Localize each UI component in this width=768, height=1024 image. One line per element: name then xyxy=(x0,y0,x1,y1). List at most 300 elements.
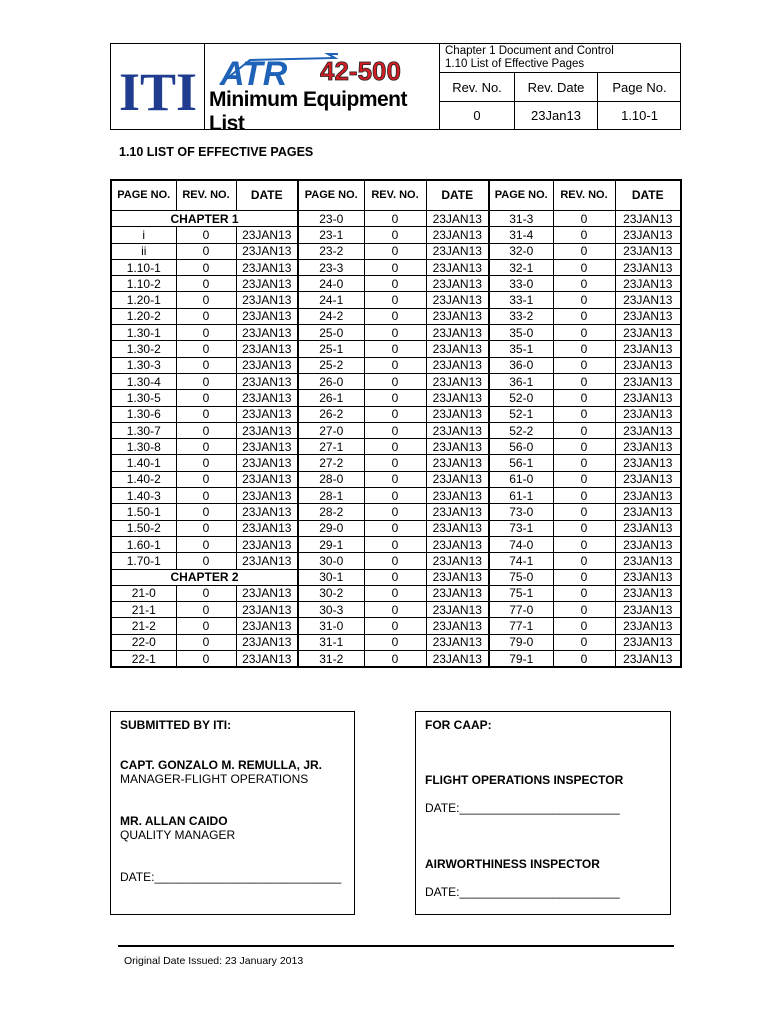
page-no-cell: 28-1 xyxy=(298,488,364,504)
page-no-cell: 1.30-4 xyxy=(111,373,176,389)
date-cell: 23JAN13 xyxy=(426,651,489,668)
date-cell: 23JAN13 xyxy=(236,602,298,618)
page-no-cell: 30-2 xyxy=(298,585,364,601)
rev-no-cell: 0 xyxy=(364,602,426,618)
submitted-date-line: DATE:____________________________ xyxy=(120,870,342,884)
date-cell: 23JAN13 xyxy=(236,618,298,634)
rev-no-cell: 0 xyxy=(553,455,615,471)
date-cell: 23JAN13 xyxy=(426,520,489,536)
page-no-cell: 1.40-1 xyxy=(111,455,176,471)
rev-no-cell: 0 xyxy=(176,488,236,504)
effective-pages-table xyxy=(110,179,682,668)
date-cell: 23JAN13 xyxy=(236,390,298,406)
page-no-cell: 1.60-1 xyxy=(111,536,176,552)
page-no-value: 1.10-1 xyxy=(621,107,658,123)
page-no-cell: 32-0 xyxy=(489,243,553,259)
date-cell: 23JAN13 xyxy=(615,471,681,487)
page-no-cell: 1.30-6 xyxy=(111,406,176,422)
date-cell: 23JAN13 xyxy=(236,553,298,569)
page-no-cell: 1.40-2 xyxy=(111,471,176,487)
date-cell: 23JAN13 xyxy=(615,292,681,308)
rev-no-cell: 0 xyxy=(176,553,236,569)
table-row xyxy=(111,651,681,668)
page-no-cell: ii xyxy=(111,243,176,259)
rev-no-cell: 0 xyxy=(176,536,236,552)
date-cell: 23JAN13 xyxy=(615,259,681,275)
date-cell: 23JAN13 xyxy=(615,373,681,389)
rev-no-cell: 0 xyxy=(176,243,236,259)
table-row xyxy=(111,325,681,341)
table-row xyxy=(111,259,681,275)
rev-no-cell: 0 xyxy=(553,602,615,618)
date-cell: 23JAN13 xyxy=(615,341,681,357)
page-no-cell: 25-2 xyxy=(298,357,364,373)
rev-no-cell: 0 xyxy=(553,651,615,668)
rev-no-cell: 0 xyxy=(176,341,236,357)
chapter-label: CHAPTER 2 xyxy=(111,569,298,585)
header-date: DATE xyxy=(615,180,681,211)
page-no-cell: 31-4 xyxy=(489,227,553,243)
document-header xyxy=(110,43,681,135)
table-row xyxy=(111,373,681,389)
page-no-cell: 77-0 xyxy=(489,602,553,618)
rev-no-cell: 0 xyxy=(364,227,426,243)
rev-no-cell: 0 xyxy=(176,422,236,438)
page-no-cell: 29-1 xyxy=(298,536,364,552)
rev-no-cell: 0 xyxy=(553,325,615,341)
page-no-cell: 21-0 xyxy=(111,585,176,601)
chapter-line: Chapter 1 Document and Control xyxy=(445,45,614,57)
date-cell: 23JAN13 xyxy=(426,422,489,438)
date-cell: 23JAN13 xyxy=(615,618,681,634)
date-cell: 23JAN13 xyxy=(236,651,298,668)
date-cell: 23JAN13 xyxy=(236,341,298,357)
rev-no-cell: 0 xyxy=(553,243,615,259)
rev-no-cell: 0 xyxy=(364,634,426,650)
table-row xyxy=(111,357,681,373)
date-cell: 23JAN13 xyxy=(615,553,681,569)
page-no-cell: 30-1 xyxy=(298,569,364,585)
chapter-info xyxy=(440,44,681,73)
page-no-cell: 31-1 xyxy=(298,634,364,650)
header-page-no: PAGE NO. xyxy=(489,180,553,211)
quality-manager-name: MR. ALLAN CAIDO xyxy=(120,814,228,828)
page-no-cell: 1.30-7 xyxy=(111,422,176,438)
rev-no-cell: 0 xyxy=(364,390,426,406)
rev-no-cell: 0 xyxy=(364,308,426,324)
page-no-cell: 35-0 xyxy=(489,325,553,341)
date-cell: 23JAN13 xyxy=(615,227,681,243)
rev-no-cell: 0 xyxy=(364,488,426,504)
page-no-cell: 28-2 xyxy=(298,504,364,520)
page-no-cell: 31-2 xyxy=(298,651,364,668)
page-no-cell: 27-0 xyxy=(298,422,364,438)
rev-no-cell: 0 xyxy=(553,488,615,504)
rev-no-cell: 0 xyxy=(176,406,236,422)
rev-no-cell: 0 xyxy=(176,357,236,373)
date-cell: 23JAN13 xyxy=(236,227,298,243)
rev-no-cell: 0 xyxy=(364,276,426,292)
table-row xyxy=(111,536,681,552)
date-cell: 23JAN13 xyxy=(615,276,681,292)
rev-no-cell: 0 xyxy=(176,439,236,455)
table-row xyxy=(111,585,681,601)
rev-no-cell: 0 xyxy=(176,276,236,292)
page-no-cell: 30-3 xyxy=(298,602,364,618)
rev-no-cell: 0 xyxy=(553,373,615,389)
page-no-cell: 22-1 xyxy=(111,651,176,668)
section-title: 1.10 LIST OF EFFECTIVE PAGES xyxy=(119,145,314,159)
page-no-cell: 22-0 xyxy=(111,634,176,650)
table-row xyxy=(111,439,681,455)
rev-no-cell: 0 xyxy=(553,422,615,438)
date-cell: 23JAN13 xyxy=(615,488,681,504)
table-body xyxy=(111,211,681,668)
table-row xyxy=(111,488,681,504)
page-no-cell: 1.50-1 xyxy=(111,504,176,520)
page-no-cell: 1.10-1 xyxy=(111,259,176,275)
table-row xyxy=(111,634,681,650)
date-cell: 23JAN13 xyxy=(236,455,298,471)
page-no-cell: 77-1 xyxy=(489,618,553,634)
date-cell: 23JAN13 xyxy=(615,243,681,259)
rev-no-cell: 0 xyxy=(176,390,236,406)
rev-no-cell: 0 xyxy=(364,455,426,471)
date-cell: 23JAN13 xyxy=(426,553,489,569)
date-cell: 23JAN13 xyxy=(426,569,489,585)
rev-no-cell: 0 xyxy=(364,471,426,487)
section-line: 1.10 List of Effective Pages xyxy=(445,58,585,70)
page-no-cell: 1.10-2 xyxy=(111,276,176,292)
table-row xyxy=(111,455,681,471)
date-cell: 23JAN13 xyxy=(615,536,681,552)
footer-rule xyxy=(118,945,674,947)
date-cell: 23JAN13 xyxy=(236,536,298,552)
page-no-cell: 73-1 xyxy=(489,520,553,536)
date-cell: 23JAN13 xyxy=(615,651,681,668)
page-no-cell: 1.40-3 xyxy=(111,488,176,504)
rev-no-cell: 0 xyxy=(553,357,615,373)
page-no-cell: 26-2 xyxy=(298,406,364,422)
date-cell: 23JAN13 xyxy=(426,471,489,487)
rev-date-label: Rev. Date xyxy=(515,73,598,101)
rev-no-cell: 0 xyxy=(176,259,236,275)
atr-brand-text: ATR xyxy=(220,55,288,92)
page-no-cell: 23-3 xyxy=(298,259,364,275)
page-no-cell: 24-2 xyxy=(298,308,364,324)
page-no-cell: 30-0 xyxy=(298,553,364,569)
page-no-cell: 25-0 xyxy=(298,325,364,341)
date-cell: 23JAN13 xyxy=(426,455,489,471)
rev-no-label: Rev. No. xyxy=(440,73,515,101)
page-no-cell: 33-1 xyxy=(489,292,553,308)
date-cell: 23JAN13 xyxy=(426,211,489,227)
page-no-cell: 23-2 xyxy=(298,243,364,259)
table-row xyxy=(111,602,681,618)
date-cell: 23JAN13 xyxy=(615,455,681,471)
iti-logo-cell xyxy=(111,44,205,129)
date-cell: 23JAN13 xyxy=(615,406,681,422)
manager-name: CAPT. GONZALO M. REMULLA, JR. xyxy=(120,758,322,772)
atr-model-text: 42-500 xyxy=(320,56,401,86)
rev-no-cell: 0 xyxy=(364,325,426,341)
date-cell: 23JAN13 xyxy=(615,422,681,438)
rev-no-cell: 0 xyxy=(553,308,615,324)
rev-no-cell: 0 xyxy=(553,390,615,406)
table-row xyxy=(111,308,681,324)
page-no-cell: 35-1 xyxy=(489,341,553,357)
page-no-cell: 24-0 xyxy=(298,276,364,292)
page-no-cell: 1.70-1 xyxy=(111,553,176,569)
date-cell: 23JAN13 xyxy=(426,585,489,601)
rev-no-cell: 0 xyxy=(553,536,615,552)
table-row xyxy=(111,553,681,569)
rev-no-cell: 0 xyxy=(364,569,426,585)
date-cell: 23JAN13 xyxy=(236,243,298,259)
date-cell: 23JAN13 xyxy=(236,373,298,389)
header-rev-no: REV. NO. xyxy=(364,180,426,211)
page-no-cell: 73-0 xyxy=(489,504,553,520)
atr-logo xyxy=(210,52,435,92)
page-no-label: Page No. xyxy=(612,79,667,95)
date-cell: 23JAN13 xyxy=(236,422,298,438)
date-cell: 23JAN13 xyxy=(426,439,489,455)
revision-value-row xyxy=(440,101,681,129)
page-no-cell: 21-1 xyxy=(111,602,176,618)
rev-no-cell: 0 xyxy=(176,585,236,601)
quality-manager-title: QUALITY MANAGER xyxy=(120,828,236,842)
page-no-cell: 74-1 xyxy=(489,553,553,569)
date-cell: 23JAN13 xyxy=(615,308,681,324)
rev-no-cell: 0 xyxy=(364,618,426,634)
rev-no-cell: 0 xyxy=(364,422,426,438)
page-no-cell: 1.30-3 xyxy=(111,357,176,373)
date-cell: 23JAN13 xyxy=(426,536,489,552)
page-no-cell: 23-0 xyxy=(298,211,364,227)
date-cell: 23JAN13 xyxy=(426,276,489,292)
table-header-row xyxy=(111,180,681,211)
rev-no-cell: 0 xyxy=(364,553,426,569)
rev-no-cell: 0 xyxy=(364,585,426,601)
header-date: DATE xyxy=(426,180,489,211)
page-no-cell: 61-0 xyxy=(489,471,553,487)
rev-no-cell: 0 xyxy=(553,618,615,634)
airworthiness-inspector: AIRWORTHINESS INSPECTOR xyxy=(425,857,600,871)
rev-no-cell: 0 xyxy=(553,439,615,455)
page-no-cell: 25-1 xyxy=(298,341,364,357)
page-no-cell: 75-1 xyxy=(489,585,553,601)
date-cell: 23JAN13 xyxy=(426,243,489,259)
rev-no-cell: 0 xyxy=(176,618,236,634)
page-no-cell: 29-0 xyxy=(298,520,364,536)
table-row xyxy=(111,504,681,520)
rev-no-cell: 0 xyxy=(553,471,615,487)
page-no-cell: 1.30-8 xyxy=(111,439,176,455)
page-no-cell: 1.50-2 xyxy=(111,520,176,536)
date-cell: 23JAN13 xyxy=(236,488,298,504)
rev-no-cell: 0 xyxy=(176,227,236,243)
page-no-cell: 52-0 xyxy=(489,390,553,406)
date-cell: 23JAN13 xyxy=(426,406,489,422)
submitted-by-box xyxy=(110,711,355,915)
rev-no-cell: 0 xyxy=(176,325,236,341)
date-cell: 23JAN13 xyxy=(236,276,298,292)
header-page-no: PAGE NO. xyxy=(111,180,176,211)
rev-no-cell: 0 xyxy=(176,292,236,308)
iti-logo-text: ITI xyxy=(118,62,198,118)
rev-no-cell: 0 xyxy=(553,569,615,585)
rev-no-cell: 0 xyxy=(176,602,236,618)
header-rev-no: REV. NO. xyxy=(176,180,236,211)
rev-no-cell: 0 xyxy=(176,651,236,668)
rev-no-cell: 0 xyxy=(553,634,615,650)
table-row xyxy=(111,422,681,438)
rev-no-cell: 0 xyxy=(176,308,236,324)
table-row xyxy=(111,276,681,292)
revision-info xyxy=(440,44,681,129)
date-cell: 23JAN13 xyxy=(426,634,489,650)
rev-no-cell: 0 xyxy=(364,520,426,536)
page-no-cell: 56-1 xyxy=(489,455,553,471)
table-row xyxy=(111,243,681,259)
page-no-cell: 79-1 xyxy=(489,651,553,668)
date-cell: 23JAN13 xyxy=(615,390,681,406)
rev-no-cell: 0 xyxy=(553,259,615,275)
page-no-cell: 1.20-2 xyxy=(111,308,176,324)
page-no-cell: 61-1 xyxy=(489,488,553,504)
page-no-cell: 56-0 xyxy=(489,439,553,455)
rev-no-cell: 0 xyxy=(176,373,236,389)
page-no-cell: 75-0 xyxy=(489,569,553,585)
page-no-cell: 27-2 xyxy=(298,455,364,471)
date-cell: 23JAN13 xyxy=(426,373,489,389)
rev-no-cell: 0 xyxy=(176,455,236,471)
page-no-cell: 31-3 xyxy=(489,211,553,227)
table-row xyxy=(111,569,681,585)
page-no-cell: 52-1 xyxy=(489,406,553,422)
flight-ops-date-line: DATE:________________________ xyxy=(425,801,620,815)
date-cell: 23JAN13 xyxy=(426,341,489,357)
rev-no-cell: 0 xyxy=(553,211,615,227)
page-no-cell: 33-2 xyxy=(489,308,553,324)
page-no-cell: i xyxy=(111,227,176,243)
rev-no-cell: 0 xyxy=(553,585,615,601)
page-no-cell: 28-0 xyxy=(298,471,364,487)
page-no-cell: 1.30-1 xyxy=(111,325,176,341)
date-cell: 23JAN13 xyxy=(426,227,489,243)
rev-no-cell: 0 xyxy=(364,357,426,373)
rev-no-cell: 0 xyxy=(364,406,426,422)
date-cell: 23JAN13 xyxy=(615,602,681,618)
date-cell: 23JAN13 xyxy=(236,504,298,520)
date-cell: 23JAN13 xyxy=(615,569,681,585)
date-cell: 23JAN13 xyxy=(615,357,681,373)
date-cell: 23JAN13 xyxy=(236,585,298,601)
date-cell: 23JAN13 xyxy=(236,357,298,373)
table-row xyxy=(111,520,681,536)
date-cell: 23JAN13 xyxy=(236,439,298,455)
page-no-cell: 52-2 xyxy=(489,422,553,438)
table-row xyxy=(111,618,681,634)
airworthiness-date-line: DATE:________________________ xyxy=(425,885,620,899)
page-no-cell: 36-1 xyxy=(489,373,553,389)
original-date-issued: Original Date Issued: 23 January 2013 xyxy=(124,955,304,967)
page-no-cell: 27-1 xyxy=(298,439,364,455)
date-cell: 23JAN13 xyxy=(615,634,681,650)
date-cell: 23JAN13 xyxy=(426,504,489,520)
date-cell: 23JAN13 xyxy=(426,308,489,324)
date-cell: 23JAN13 xyxy=(615,439,681,455)
rev-no-cell: 0 xyxy=(553,406,615,422)
rev-no-cell: 0 xyxy=(364,373,426,389)
date-cell: 23JAN13 xyxy=(615,325,681,341)
rev-no-cell: 0 xyxy=(553,520,615,536)
rev-no-cell: 0 xyxy=(364,439,426,455)
rev-no-cell: 0 xyxy=(176,520,236,536)
date-cell: 23JAN13 xyxy=(426,602,489,618)
chapter-label: CHAPTER 1 xyxy=(111,211,298,227)
date-cell: 23JAN13 xyxy=(426,325,489,341)
date-cell: 23JAN13 xyxy=(236,406,298,422)
date-cell: 23JAN13 xyxy=(615,211,681,227)
date-cell: 23JAN13 xyxy=(615,585,681,601)
iti-logo xyxy=(114,58,202,118)
date-cell: 23JAN13 xyxy=(236,471,298,487)
page-no-cell: 21-2 xyxy=(111,618,176,634)
rev-date-value: 23Jan13 xyxy=(515,101,598,129)
date-cell: 23JAN13 xyxy=(615,504,681,520)
rev-no-cell: 0 xyxy=(176,634,236,650)
caap-box xyxy=(415,711,671,915)
rev-no-cell: 0 xyxy=(364,651,426,668)
table-row xyxy=(111,292,681,308)
header-date: DATE xyxy=(236,180,298,211)
page-no-cell: 1.30-5 xyxy=(111,390,176,406)
rev-no-cell: 0 xyxy=(553,292,615,308)
page-no-cell: 1.20-1 xyxy=(111,292,176,308)
page-no-cell: 79-0 xyxy=(489,634,553,650)
page-no-cell: 74-0 xyxy=(489,536,553,552)
page-no-cell: 26-0 xyxy=(298,373,364,389)
rev-no-value: 0 xyxy=(440,101,515,129)
date-cell: 23JAN13 xyxy=(236,325,298,341)
date-cell: 23JAN13 xyxy=(236,308,298,324)
date-cell: 23JAN13 xyxy=(426,488,489,504)
table-row xyxy=(111,406,681,422)
date-cell: 23JAN13 xyxy=(426,618,489,634)
date-cell: 23JAN13 xyxy=(426,259,489,275)
rev-no-cell: 0 xyxy=(364,504,426,520)
caap-heading: FOR CAAP: xyxy=(425,718,492,732)
rev-no-cell: 0 xyxy=(553,553,615,569)
rev-no-cell: 0 xyxy=(553,227,615,243)
date-cell: 23JAN13 xyxy=(236,634,298,650)
page-no-cell: 33-0 xyxy=(489,276,553,292)
table-row xyxy=(111,211,681,227)
table-row xyxy=(111,341,681,357)
aircraft-title-cell xyxy=(204,44,440,135)
page-no-cell: 31-0 xyxy=(298,618,364,634)
header-page-no: PAGE NO. xyxy=(298,180,364,211)
rev-no-cell: 0 xyxy=(553,276,615,292)
rev-no-cell: 0 xyxy=(364,341,426,357)
date-cell: 23JAN13 xyxy=(426,357,489,373)
date-cell: 23JAN13 xyxy=(236,520,298,536)
page-no-cell: 26-1 xyxy=(298,390,364,406)
date-cell: 23JAN13 xyxy=(236,292,298,308)
rev-no-cell: 0 xyxy=(364,536,426,552)
manager-title: MANAGER-FLIGHT OPERATIONS xyxy=(120,772,309,786)
